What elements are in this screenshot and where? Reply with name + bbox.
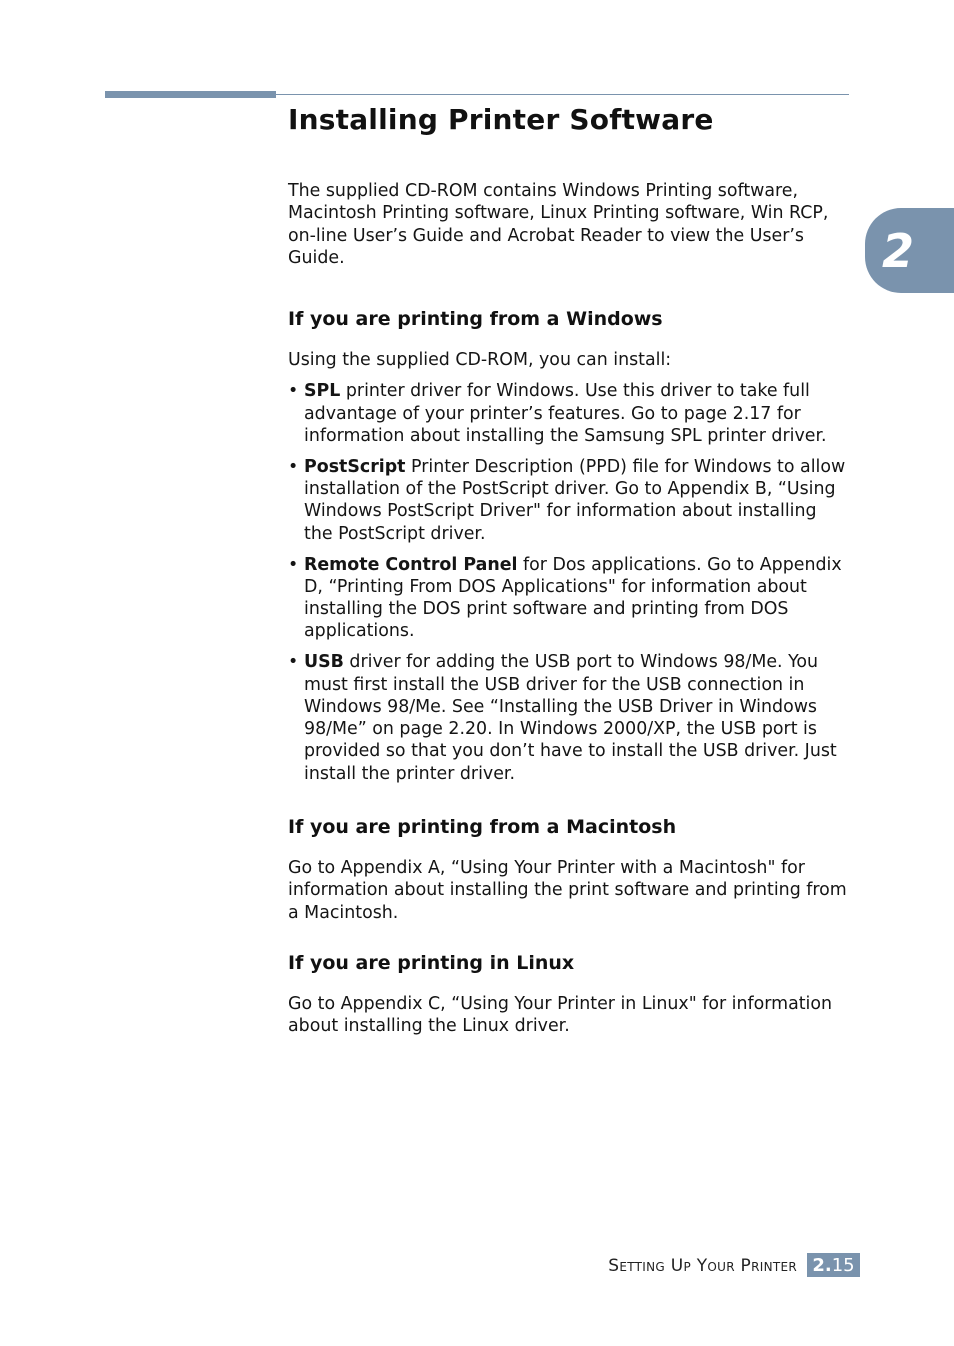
header-rule-thick (105, 91, 276, 98)
section-heading-linux: If you are printing in Linux (288, 951, 575, 974)
windows-install-list (288, 380, 848, 785)
bullet-term: Remote Control Panel (304, 554, 518, 575)
bullet-text: driver for adding the USB port to Windows 98/Me. You must first install the USB driver for the USB connection in Windows 98/Me. See “Installing the USB Driver in Windows 98/Me” on page 2.20. In Windows 2000/XP, the USB port is provided so that you don’t have to install the USB driver. Just install the printer driver. (304, 652, 837, 784)
footer-section-title: Setting Up Your Printer (608, 1256, 797, 1276)
macintosh-paragraph: Go to Appendix A, “Using Your Printer with a Macintosh" for information about installing the print software and printing from a Macintosh. (288, 858, 847, 923)
bullet-term: PostScript (304, 456, 406, 477)
bullet-term: SPL (304, 381, 341, 402)
bullet-icon: • (288, 381, 299, 402)
bullet-icon: • (288, 652, 299, 673)
page-number (807, 1253, 860, 1277)
section-heading-windows: If you are printing from a Windows (288, 308, 663, 331)
bullet-text: Printer Description (PPD) file for Windows to allow installation of the PostScript driver. Go to Appendix B, “Using Windows PostScript Driver" for information about installing the PostScript driver. (304, 456, 846, 544)
header-rule-thin (276, 94, 849, 95)
linux-paragraph: Go to Appendix C, “Using Your Printer in Linux" for information about installing the Linux driver. (288, 993, 833, 1037)
list-item (288, 380, 848, 447)
page-number-value: 15 (831, 1254, 855, 1276)
chapter-number: 2 (882, 223, 915, 278)
windows-lead: Using the supplied CD-ROM, you can install: (288, 350, 672, 371)
page-title: Installing Printer Software (288, 103, 714, 136)
list-item (288, 651, 848, 785)
list-item (288, 554, 848, 643)
bullet-icon: • (288, 456, 299, 477)
chapter-tab (865, 208, 954, 293)
bullet-text: printer driver for Windows. Use this driver to take full advantage of your printer’s features. Go to page 2.17 for information about installing the Samsung SPL printer driver. (304, 381, 827, 447)
page-number-chapter: 2. (812, 1254, 832, 1276)
bullet-term: USB (304, 652, 344, 673)
section-heading-macintosh: If you are printing from a Macintosh (288, 816, 677, 839)
list-item (288, 456, 848, 545)
page-content (288, 100, 848, 1038)
intro-paragraph: The supplied CD-ROM contains Windows Printing software, Macintosh Printing software, Linux Printing software, Win RCP, on-line User’s Guide and Acrobat Reader to view the User’s Guide. (288, 181, 829, 268)
bullet-text: for Dos applications. Go to Appendix D, “Printing From DOS Applications" for information about installing the DOS print software and printing from DOS applications. (304, 554, 842, 642)
bullet-icon: • (288, 554, 299, 575)
